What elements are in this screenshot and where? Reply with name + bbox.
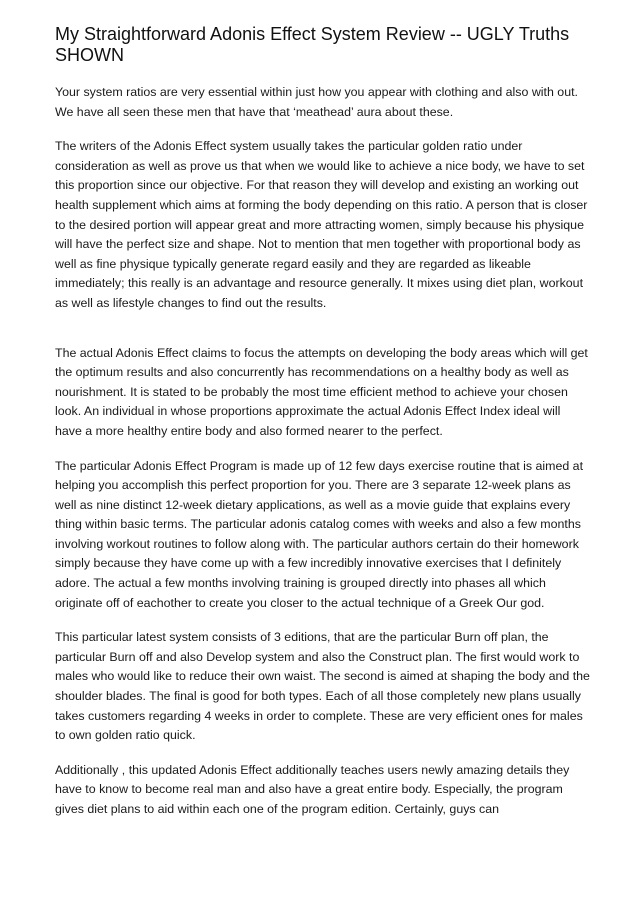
paragraph-intro: Your system ratios are very essential within just how you appear with clothing and also with out. We have all seen these men that have that ‘meathead’ aura about these. [55,85,578,119]
paragraph-golden-ratio: The writers of the Adonis Effect system usually takes the particular golden ratio under consideration as well as prove us that when we would like to achieve a nice body, we have to set this proportion since our objective. For that reason they will develop and existing an working out health supplement which aims at forming the body depending on this ratio. A person that is closer to the desired portion will appear great and more attracting women, simply because his physique will have the perfect size and shape. Not to mention that men together with proportional body as well as fine physique typically generate regard easily and they are regarded as likeable immediately; this really is an advantage and resource generally. It mixes using diet plan, workout as well as lifestyle changes to find out the results. [55,139,588,310]
document-page [55,24,590,835]
page-title: My Straightforward Adonis Effect System Review -- UGLY Truths SHOWN [55,24,570,65]
paragraph-additionally: Additionally , this updated Adonis Effect additionally teaches users newly amazing details they have to know to become real man and also have a great entire body. Especially, the program gives diet plans to aid within each one of the program edition. Certainly, guys can [55,762,570,816]
paragraph-claims: The actual Adonis Effect claims to focus the attempts on developing the body areas which will get the optimum results and also concurrently has recommendations on a healthy body as well as nourishment. It is stated to be probably the most time efficient method to achieve your chosen look. An individual in whose proportions approximate the actual Adonis Effect Index ideal will have a more healthy entire body and also formed nearer to the perfect. [55,345,588,438]
paragraph-program: The particular Adonis Effect Program is made up of 12 few days exercise routine that is aimed at helping you accomplish this perfect proportion for you. There are 3 separate 12-week plans as well as nine distinct 12-week dietary applications, as well as a movie guide that explains every thing within basic terms. The particular adonis catalog comes with weeks and also a few months involving workout routines to follow along with. The particular authors certain do their homework simply because they have come up with a few incredibly innovative exercises that I definitely adore. The actual a few months involving training is grouped directly into phases all which originate off of eachother to create you closer to the actual technique of a Greek Our god. [55,458,584,610]
paragraph-editions: This particular latest system consists of 3 editions, that are the particular Burn off plan, the particular Burn off and also Develop system and also the Construct plan. The first would work to males who would like to reduce their own waist. The second is aimed at shaping the body and the shoulder blades. The final is good for both types. Each of all those completely new plans usually takes customers regarding 4 weeks in order to complete. These are very efficient ones for males to own golden ratio quick. [55,630,590,743]
